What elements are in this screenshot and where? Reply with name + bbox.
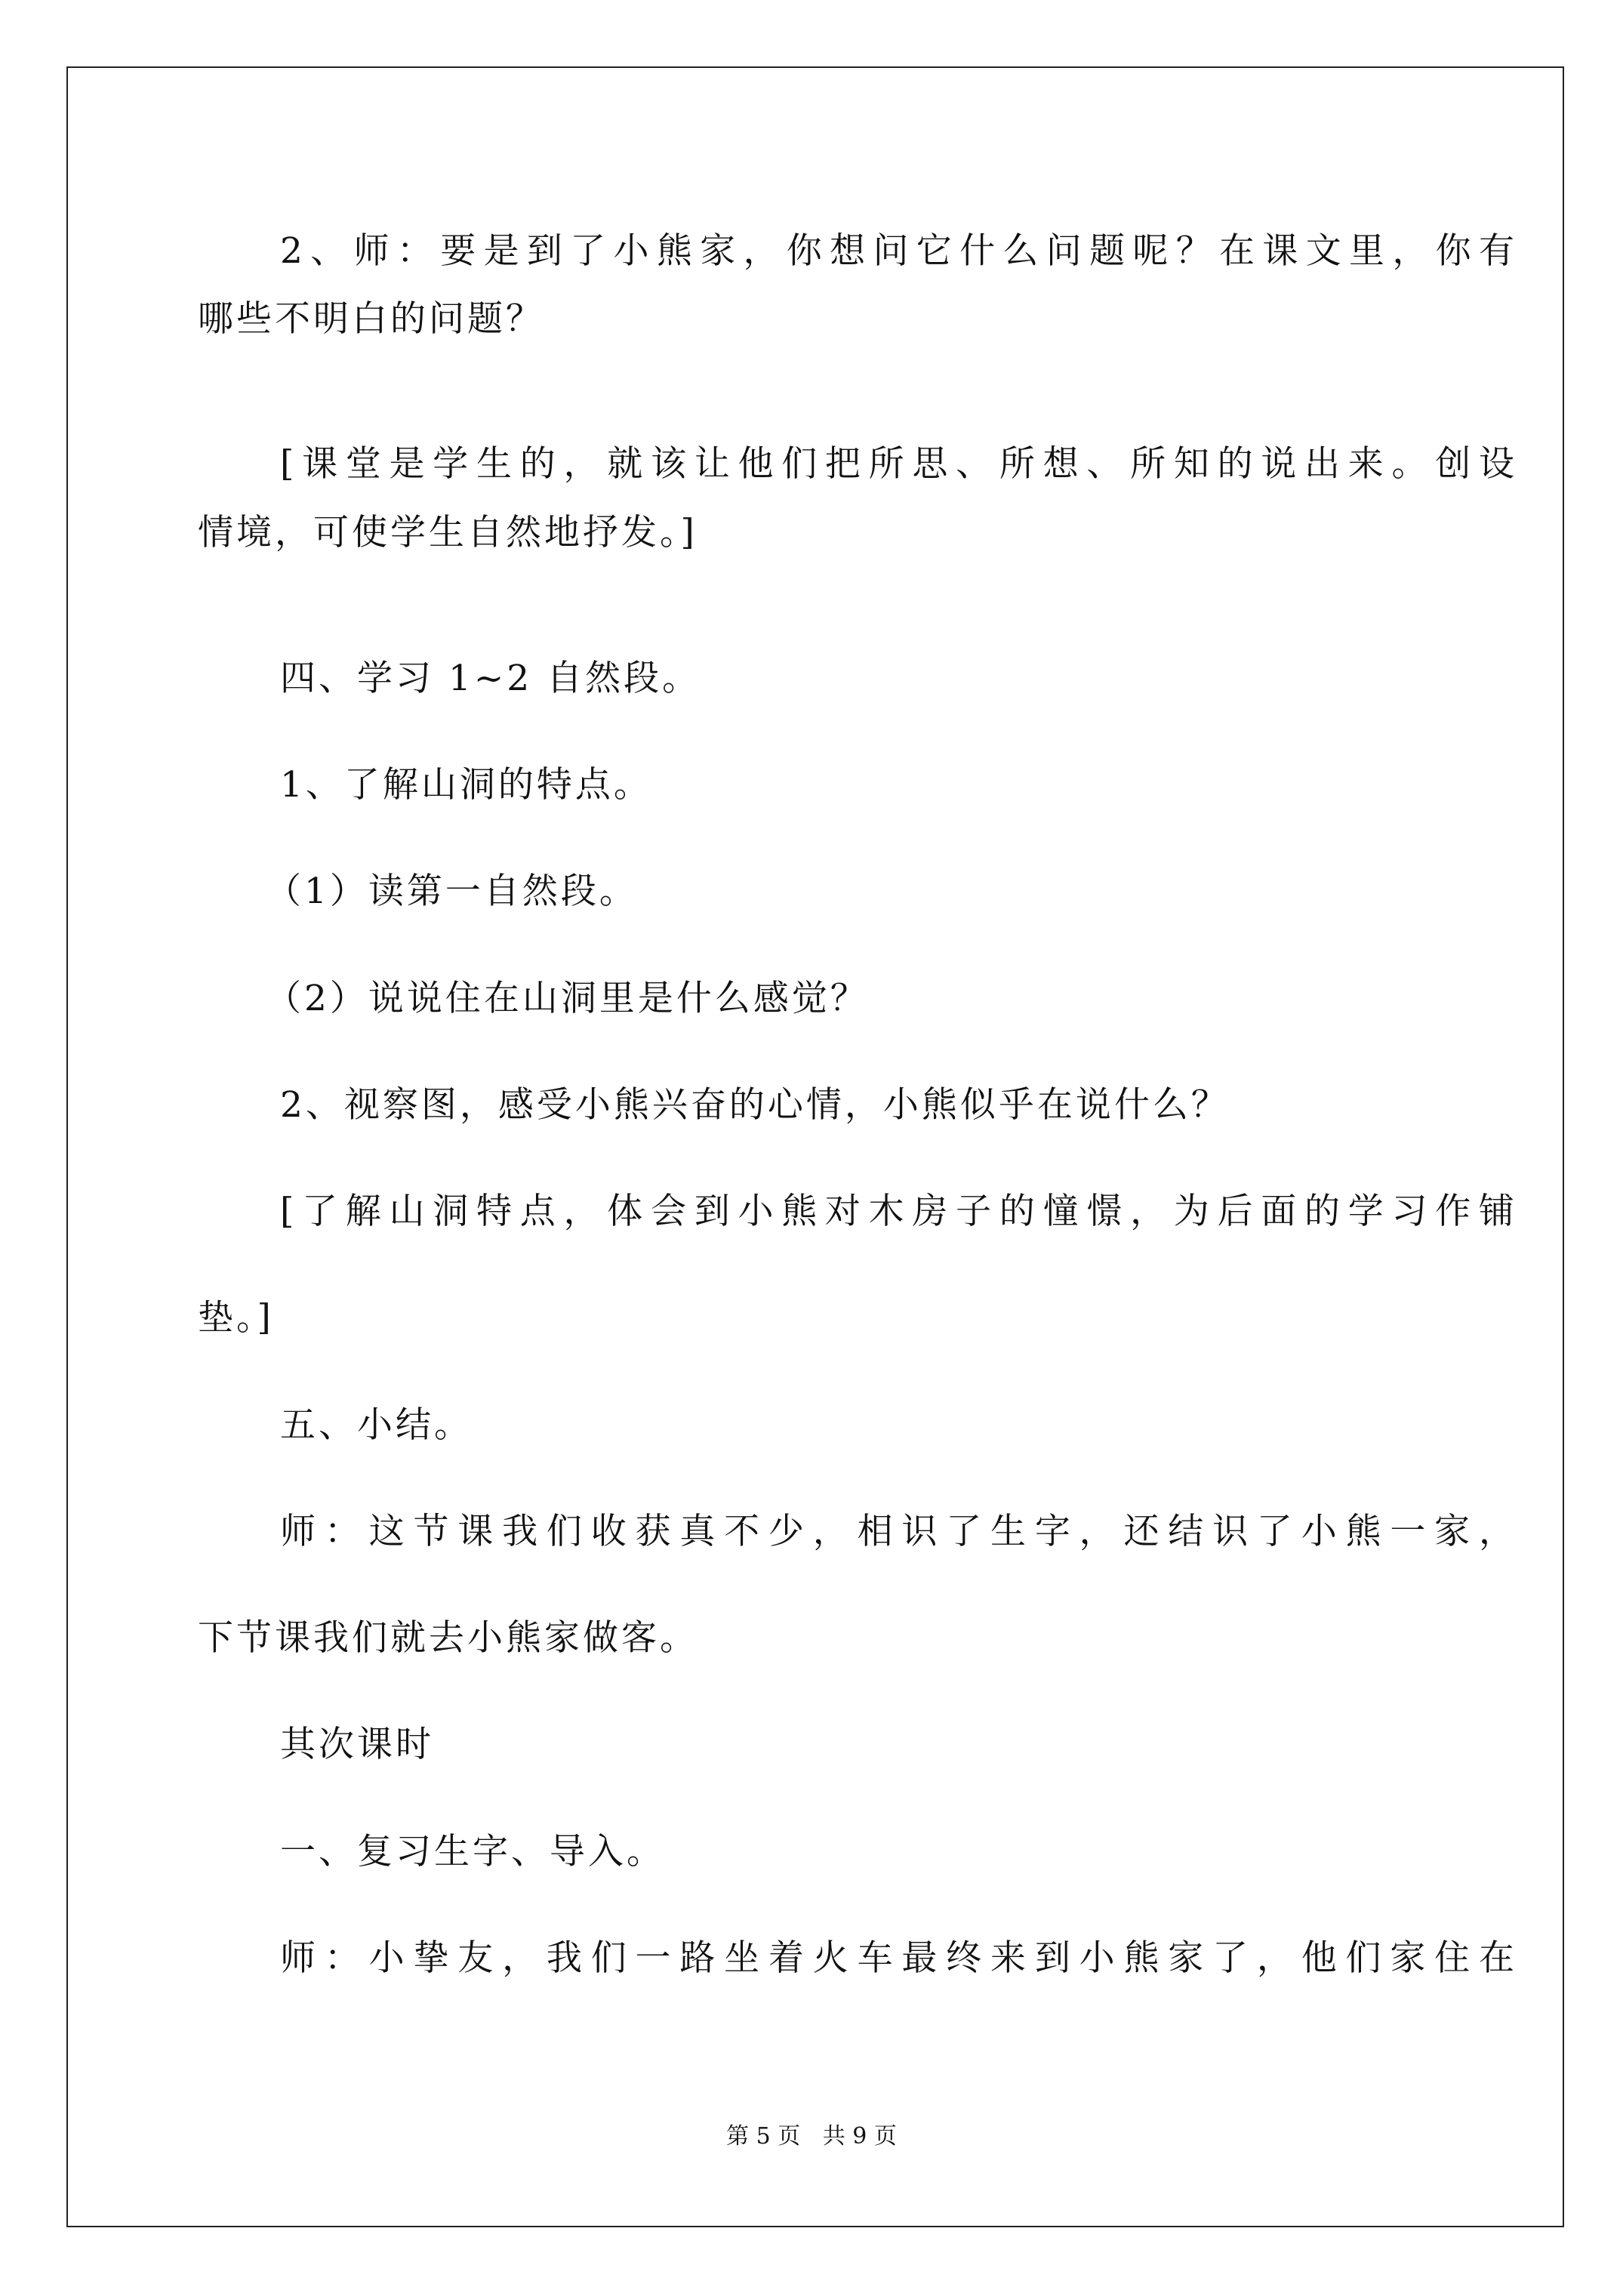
paragraph-line: 四、学习 1~2 自然段。 (280, 658, 701, 699)
page-total: 共 9 页 (822, 2123, 897, 2150)
paragraph-line: [了解山洞特点，体会到小熊对木房子的憧憬，为后面的学习作铺 (280, 1191, 1514, 1232)
page-number: 第 5 页 (726, 2123, 801, 2150)
paragraph-line: [课堂是学生的，就该让他们把所思、所想、所知的说出来。创设 (280, 443, 1514, 485)
paragraph-line: 情境，可使学生自然地抒发。] (198, 512, 698, 553)
paragraph-line: （2）说说住在山洞里是什么感觉？ (266, 978, 869, 1019)
paragraph-line: 一、复习生字、导入。 (280, 1831, 665, 1872)
paragraph-line: 1、了解山洞的特点。 (280, 764, 652, 806)
paragraph-line: 五、小结。 (280, 1404, 473, 1446)
paragraph-line: 哪些不明白的问题？ (198, 298, 544, 340)
paragraph-line: 2、视察图，感受小熊兴奋的心情，小熊似乎在说什么？ (280, 1084, 1230, 1126)
paragraph-line: 其次课时 (280, 1724, 434, 1765)
paragraph-line: 2、师：要是到了小熊家，你想问它什么问题呢？在课文里，你有 (280, 230, 1514, 272)
paragraph-line: 下节课我们就去小熊家做客。 (198, 1617, 698, 1659)
paragraph-line: 垫。] (198, 1297, 274, 1339)
paragraph-line: （1）读第一自然段。 (266, 871, 638, 912)
paragraph-line: 师：这节课我们收获真不少，相识了生字，还结识了小熊一家， (280, 1511, 1514, 1552)
paragraph-line: 师：小挚友，我们一路坐着火车最终来到小熊家了，他们家住在 (280, 1937, 1514, 1979)
page-border (66, 66, 1564, 2227)
page-footer (0, 2123, 1623, 2150)
